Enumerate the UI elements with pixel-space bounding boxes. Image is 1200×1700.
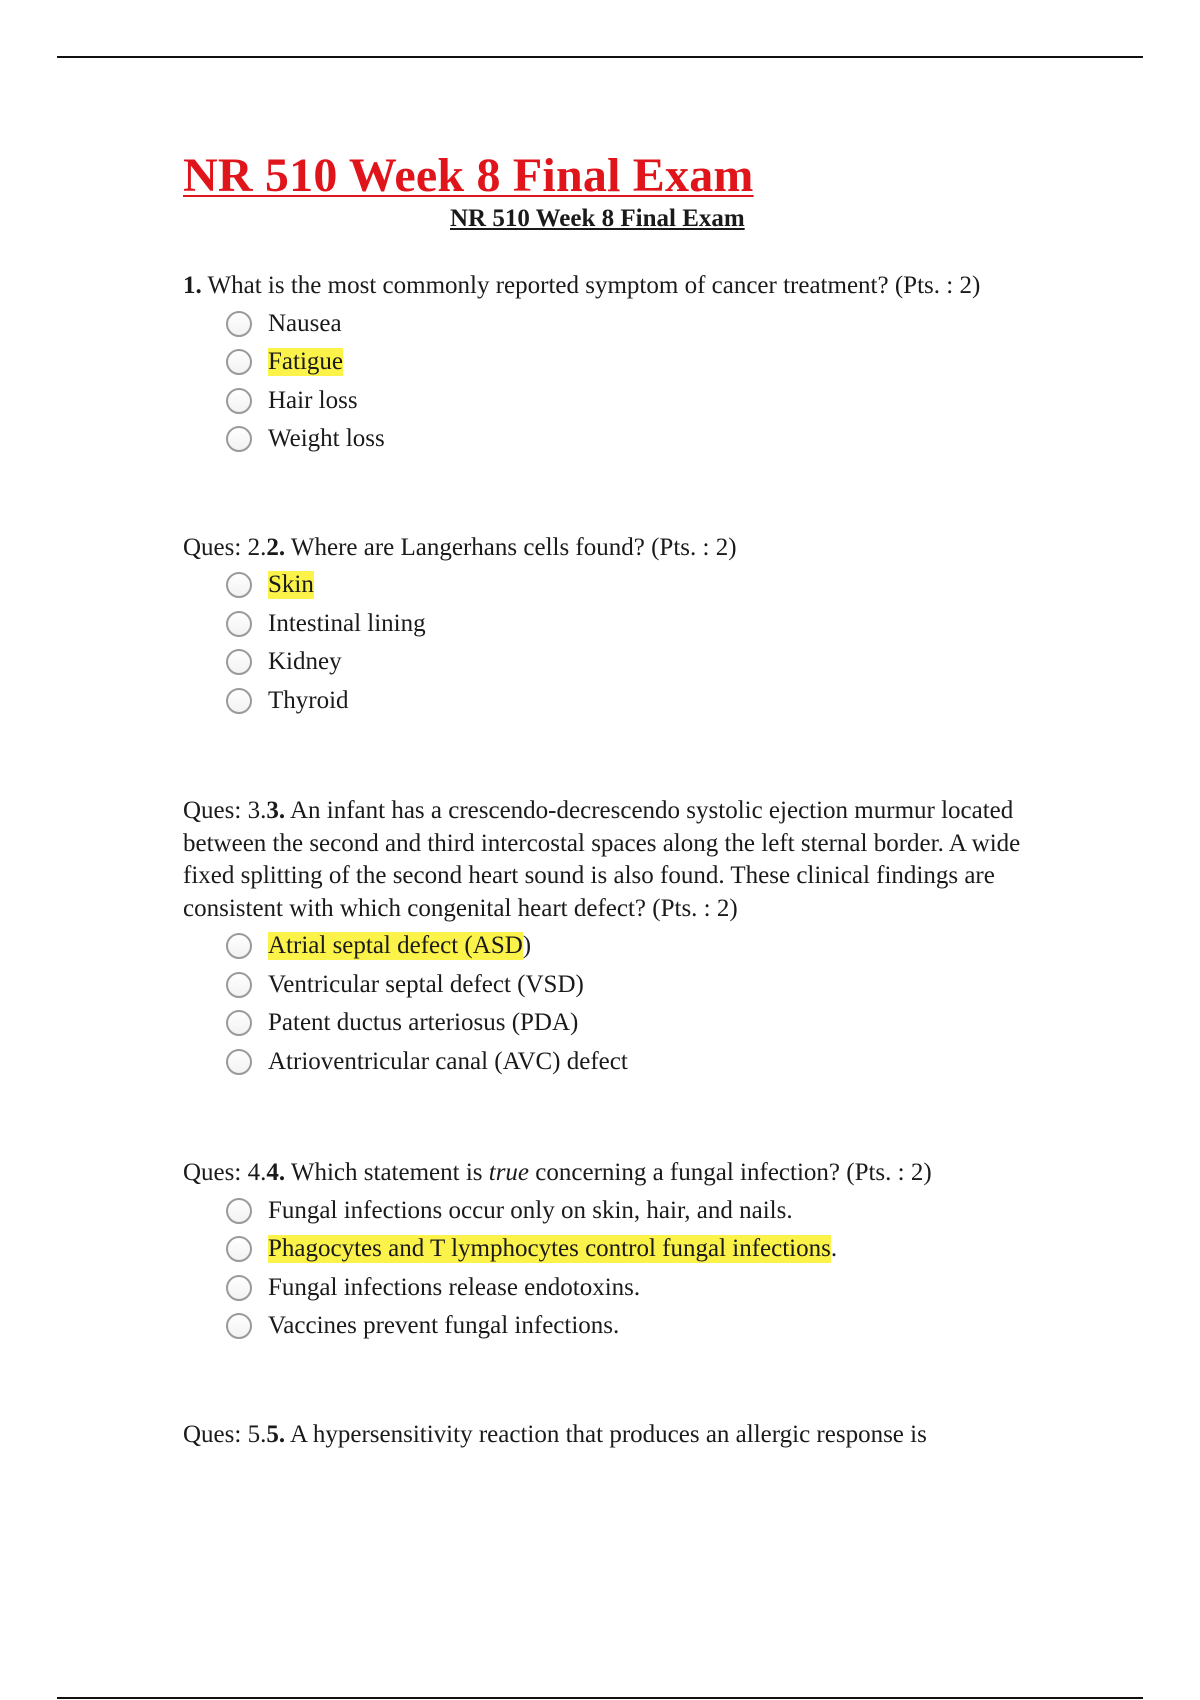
- exam-document: [183, 148, 1063, 1451]
- question-stem: A hypersensitivity reaction that produces an allergic response is: [285, 1420, 927, 1448]
- radio-button-icon[interactable]: [226, 388, 252, 414]
- question-stem: What is the most commonly reported symptom of cancer treatment? (Pts. : 2): [201, 272, 981, 299]
- option-label-suffix: .: [830, 1235, 838, 1263]
- option-label: Thyroid: [268, 686, 349, 714]
- question-4-options: [226, 1192, 1063, 1346]
- option-label: Weight loss: [268, 425, 385, 453]
- question-1-text: [183, 270, 1063, 303]
- question-stem-emphasis: true: [488, 1159, 530, 1186]
- subtitle: NR 510 Week 8 Final Exam: [450, 205, 745, 232]
- answer-option[interactable]: [226, 343, 1063, 382]
- option-label-highlighted: Fatigue: [268, 348, 343, 376]
- option-label: Atrioventricular canal (AVC) defect: [268, 1047, 628, 1075]
- answer-option[interactable]: [226, 420, 1063, 459]
- answer-option[interactable]: [226, 1004, 1063, 1043]
- question-prefix: Ques: 5.: [183, 1420, 267, 1448]
- option-label: Kidney: [268, 648, 342, 676]
- question-1-options: [226, 305, 1063, 459]
- question-stem: Where are Langerhans cells found? (Pts. : 2): [285, 533, 737, 561]
- answer-option[interactable]: [226, 643, 1063, 682]
- radio-button-icon[interactable]: [226, 649, 252, 675]
- answer-option[interactable]: [226, 605, 1063, 644]
- answer-option[interactable]: [226, 305, 1063, 344]
- question-2: [183, 532, 1063, 721]
- option-label-suffix: ): [522, 932, 532, 960]
- option-label: Vaccines prevent fungal infections.: [268, 1312, 620, 1340]
- answer-option[interactable]: [226, 1307, 1063, 1346]
- answer-option[interactable]: [226, 1043, 1063, 1082]
- radio-button-icon[interactable]: [226, 572, 252, 598]
- answer-option[interactable]: [226, 566, 1063, 605]
- option-label-highlighted: Atrial septal defect (ASD: [268, 932, 523, 960]
- option-label-highlighted: Phagocytes and T lymphocytes control fungal infections: [268, 1235, 831, 1263]
- answer-option[interactable]: [226, 966, 1063, 1005]
- answer-option[interactable]: [226, 682, 1063, 721]
- option-label-highlighted: Skin: [268, 571, 314, 599]
- option-label: Patent ductus arteriosus (PDA): [268, 1009, 579, 1037]
- option-label: Hair loss: [268, 386, 358, 414]
- question-4: [183, 1157, 1063, 1346]
- question-2-text: [183, 532, 1063, 565]
- question-3-text: [183, 795, 1063, 925]
- question-number: 1.: [183, 272, 202, 299]
- main-title: NR 510 Week 8 Final Exam: [183, 149, 754, 202]
- question-4-text: [183, 1157, 1063, 1190]
- question-stem: An infant has a crescendo-decrescendo systolic ejection murmur located between the second and third intercostal spaces along the left sternal border. A wide fixed splitting of the second heart sound is also found. These clinical findings are consistent with which congenital heart defect? (Pts. : 2): [183, 797, 1021, 922]
- option-label: Nausea: [268, 309, 342, 337]
- question-number: 3.: [266, 797, 286, 824]
- question-2-options: [226, 566, 1063, 720]
- radio-button-icon[interactable]: [226, 972, 252, 998]
- question-number: 5.: [266, 1420, 286, 1448]
- question-1: [183, 270, 1063, 459]
- option-label: Fungal infections release endotoxins.: [268, 1273, 641, 1301]
- radio-button-icon[interactable]: [226, 311, 252, 337]
- radio-button-icon[interactable]: [226, 426, 252, 452]
- question-number: 4.: [266, 1159, 286, 1186]
- radio-button-icon[interactable]: [226, 1313, 252, 1339]
- question-5: [183, 1419, 1063, 1452]
- question-5-text: [183, 1419, 1063, 1452]
- option-label: Fungal infections occur only on skin, hair, and nails.: [268, 1196, 793, 1224]
- question-prefix: Ques: 2.: [183, 533, 267, 561]
- question-prefix: Ques: 3.: [183, 797, 267, 824]
- answer-option[interactable]: [226, 927, 1063, 966]
- radio-button-icon[interactable]: [226, 1236, 252, 1262]
- radio-button-icon[interactable]: [226, 349, 252, 375]
- question-prefix: Ques: 4.: [183, 1159, 267, 1186]
- question-3-options: [226, 927, 1063, 1081]
- radio-button-icon[interactable]: [226, 1198, 252, 1224]
- radio-button-icon[interactable]: [226, 1275, 252, 1301]
- question-stem-before: Which statement is: [285, 1159, 489, 1186]
- answer-option[interactable]: [226, 1230, 1063, 1269]
- radio-button-icon[interactable]: [226, 611, 252, 637]
- radio-button-icon[interactable]: [226, 933, 252, 959]
- radio-button-icon[interactable]: [226, 1010, 252, 1036]
- question-number: 2.: [266, 533, 286, 561]
- answer-option[interactable]: [226, 382, 1063, 421]
- answer-option[interactable]: [226, 1192, 1063, 1231]
- bottom-rule: [57, 1697, 1143, 1699]
- top-rule: [57, 56, 1143, 58]
- option-label: Intestinal lining: [268, 609, 426, 637]
- radio-button-icon[interactable]: [226, 1049, 252, 1075]
- radio-button-icon[interactable]: [226, 688, 252, 714]
- answer-option[interactable]: [226, 1269, 1063, 1308]
- question-3: [183, 795, 1063, 1081]
- question-stem-after: concerning a fungal infection? (Pts. : 2): [529, 1159, 932, 1186]
- option-label: Ventricular septal defect (VSD): [268, 970, 584, 998]
